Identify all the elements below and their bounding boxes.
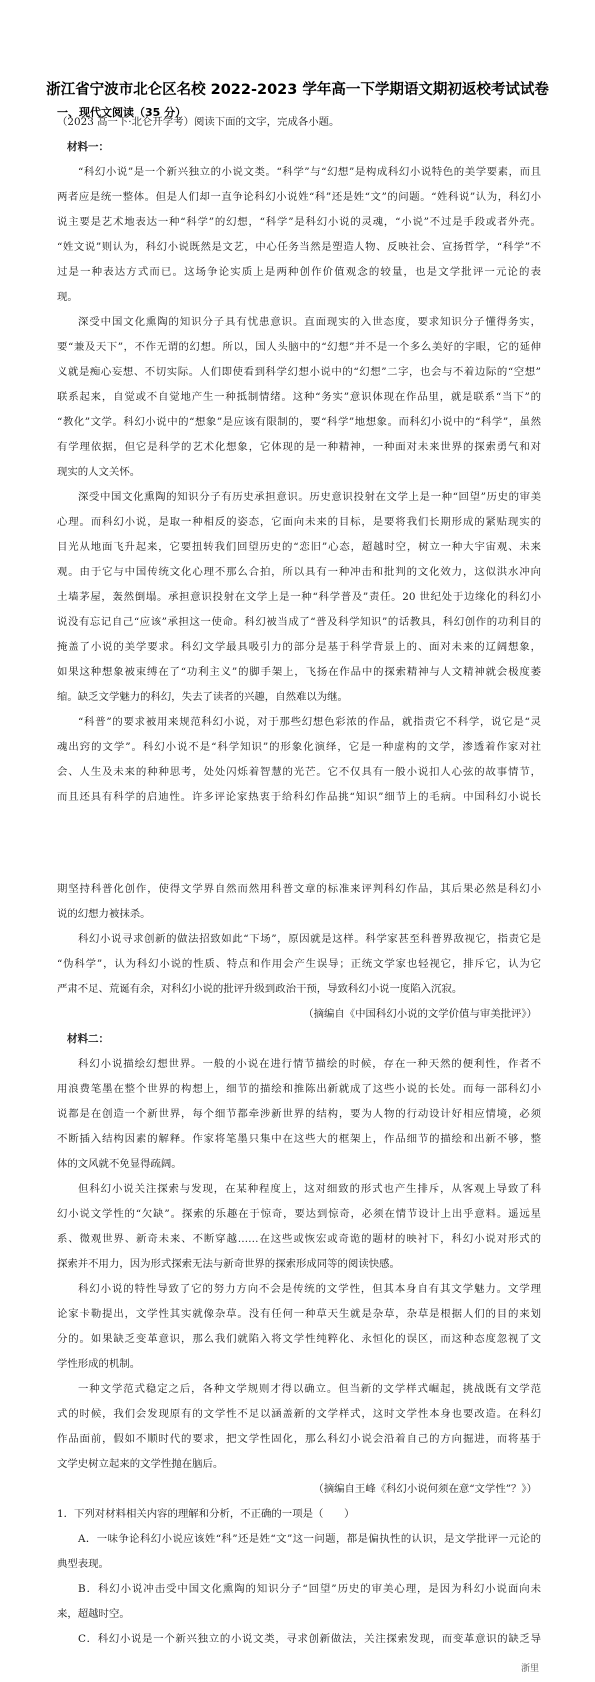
paragraph-line: 幻小说文学性的“欠缺”。探索的乐趣在于惊奇，要达到惊奇，必须在情节设计上出乎意料。遥远星 [57,1208,541,1220]
paragraph-line: 说没有忘记自己“应该”承担这一使命。科幻被当成了“普及科学知识”的话教具，科幻创作的功利目的 [57,616,541,628]
paragraph-line: 观。由于它与中国传统文化心理不那么合拍，所以具有一种冲击和批判的文化效力，这似洪水冲向 [57,566,541,578]
paragraph-line: “教化”文学。科幻小说中的“想象”是应该有限制的，要“科学”地想象。而科幻小说中的“科学”，虽然 [57,416,541,428]
paragraph-line: “姓文说”则认为，科幻小说既然是文艺，中心任务当然是塑造人物、反映社会、宣扬哲学，“科学”不 [57,241,541,253]
paragraph-line: 严肃不足、荒诞有余，对科幻小说的批评升级到政治干预，导致科幻小说一度陷入沉寂。 [57,983,463,995]
option-b-continued: 来，超越时空。 [57,1608,130,1620]
page-title: 浙江省宁波市北仑区名校 2022-2023 学年高一下学期语文期初返校考试试卷 [46,82,549,98]
question-stem: 1．下列对材料相关内容的理解和分析，不正确的一项是（ ） [57,1508,355,1520]
paragraph-line: 系、微观世界、新奇未来、不断穿越……在这些或恢宏或奇诡的题材的映衬下，科幻小说对形式的 [57,1233,541,1245]
paragraph-line: 用浪费笔墨在整个世界的构想上，细节的描绘和推陈出新就成了这些小说的长处。而每一部科幻小 [57,1083,541,1095]
option-b: B．科幻小说冲击受中国文化熏陶的知识分子“回望”历史的审美心理，是因为科幻小说面向未 [78,1583,541,1595]
paragraph-line: 现实的人文关怀。 [57,466,141,478]
paragraph-line: “科幻小说”是一个新兴独立的小说文类。“科学”与“幻想”是构成科幻小说特色的美学要素，而且 [78,166,541,178]
paragraph-line: 现。 [57,291,78,303]
paragraph-line: 体的文风就不免显得疏阔。 [57,1158,182,1170]
paragraph-line: 两者应是统一整体。但是人们却一直争论科幻小说姓“科”还是姓“文”的问题。“姓科说”认为，科幻小 [57,191,541,203]
paragraph-line: 会、人生及未来的种种思考，处处闪烁着智慧的光芒。它不仅具有一般小说扣人心弦的故事情节， [57,766,541,778]
paragraph-line: 作品面前，假如不顺时代的要求，把文学性固化，那么科幻小说会沿着自己的方向掘进，而将基于 [57,1433,541,1445]
paragraph-line: 深受中国文化熏陶的知识分子有历史承担意识。历史意识投射在文学上是一种“回望”历史的审美 [78,491,541,503]
paragraph-line: 有学理依据，但它是科学的艺术化想象，它体现的是一种精神，一种面对未来世界的探索勇气和对 [57,441,541,453]
paragraph-line: 分的。如果缺乏变革意识，那么我们就陷入将文学性纯粹化、永恒化的误区，而这种态度忽视了文 [57,1333,541,1345]
citation: （摘编自王峰《科幻小说何须在意“文学性”？》） [313,1483,537,1495]
option-a-continued: 典型表现。 [57,1558,109,1570]
paragraph-line: 期坚持科普化创作，使得文学界自然而然用科普文章的标准来评判科幻作品，其后果必然是科幻小 [57,883,541,895]
paragraph-line: 文学史树立起来的文学性抛在脑后。 [57,1458,224,1470]
citation: （摘编自《中国科幻小说的文学价值与审美批评》） [303,1008,537,1020]
paragraph-line: 不断插入结构因素的解释。作家将笔墨只集中在这些大的框架上，作品细节的描绘和出新不够，整 [57,1133,541,1145]
paragraph-line: 土墙茅屋，轰然倒塌。承担意识投射在文学上是一种“科学普及”责任。20 世纪处于边缘化的科幻小 [57,591,541,603]
paragraph-line: 探索并不用力，因为形式探索无法与新奇世界的探索形成同等的阅读快感。 [57,1258,400,1270]
paragraph-line: 但科幻小说关注探索与发现，在某种程度上，这对细致的形式也产生排斥，从客观上导致了科 [78,1183,541,1195]
paragraph-line: 要“兼及天下”，不作无谓的幻想。所以，国人头脑中的“幻想”并不是一个多么美好的字眼，它的延伸 [57,341,541,353]
paragraph-line: 说都是在创造一个新世界，每个细节都牵涉新世界的结构，要为人物的行动设计好相应情境，必须 [57,1108,541,1120]
paragraph-line: 缩。缺乏文学魅力的科幻，失去了读者的兴趣，自然难以为继。 [57,691,348,703]
paragraph-line: 联系起来，自觉或不自觉地产生一种抵制情绪。这种“务实”意识体现在作品里，就是联系“当下”的 [57,391,541,403]
paragraph-line: 论家卡勒提出，文学性其实就像杂草。没有任何一种草天生就是杂草，杂草是根据人们的目的来划 [57,1308,541,1320]
paragraph-line: 式的时候，我们会发现原有的文学性不足以涵盖新的文学样式，这时文学性本身也要改造。在科幻 [57,1408,541,1420]
paragraph-line: 如果这种想象被束缚在了“功利主义”的脚手架上，飞扬在作品中的探索精神与人文精神就会极度萎 [57,666,541,678]
paragraph-line: 科幻小说的特性导致了它的努力方向不会是传统的文学性，但其本身自有其文学魅力。文学理 [78,1283,541,1295]
paragraph-line: 学性形成的机制。 [57,1358,141,1370]
paragraph-line: 而且还具有科学的启迪性。许多评论家热衷于给科幻作品挑“知识”细节上的毛病。中国科幻小说长 [57,791,541,803]
paragraph-line: 过是一种表达方式而已。这场争论实质上是两种创作价值观念的较量，也是文学批评一元论的表 [57,266,541,278]
paragraph-line: 深受中国文化熏陶的知识分子具有忧患意识。直面现实的入世态度，要求知识分子懂得务实， [78,316,541,328]
reading-passage-part2 [57,877,541,1652]
paragraph-line: “科普”的要求被用来规范科幻小说，对于那些幻想色彩浓的作品，就指责它不科学，说它是“灵 [78,716,541,728]
paragraph-line: 科幻小说寻求创新的做法招致如此“下场”，原因就是这样。科学家甚至科普界敌视它，指责它是 [78,933,541,945]
paragraph-line: 科幻小说描绘幻想世界。一般的小说在进行情节描绘的时候，存在一种天然的便利性，作者不 [78,1058,541,1070]
question-source: （2023 高一下·北仑开学考）阅读下面的文字，完成各小题。 [57,116,340,128]
paragraph-line: 魂出窍的文学”。科幻小说不是“科学知识”的形象化演绎，它是一种虚构的文学，渗透着作家对社 [57,741,541,753]
paragraph-line: 一种文学范式稳定之后，各种文学规则才得以确立。但当新的文学样式崛起，挑战既有文学范 [78,1383,541,1395]
reading-passage-part1 [57,110,541,810]
paragraph-line: 说的幻想力被抹杀。 [57,908,151,920]
option-a: A．一味争论科幻小说应该姓“科”还是姓“文”这一问题，都是偏执性的认识，是文学批评一元论的 [78,1533,541,1545]
paragraph-line: 义就是痴心妄想、不切实际。人们即使看到科学幻想小说中的“幻想”二字，也会与不着边际的“空想” [57,366,541,378]
option-c: C．科幻小说是一个新兴独立的小说文类，寻求创新做法，关注探索发现，而变革意识的缺乏导 [78,1633,541,1645]
paragraph-line: “伪科学”，认为科幻小说的性质、特点和作用会产生误导；正统文学家也轻视它，排斥它，认为它 [57,958,541,970]
paragraph-line: 掩盖了小说的美学要求。科幻文学最具吸引力的部分是基于科学背景上的、面对未来的辽阔想象， [57,641,541,653]
material-two-label: 材料二： [67,1033,109,1045]
material-one-label: 材料一： [67,141,109,153]
paragraph-line: 心理。而科幻小说，是取一种相反的姿态，它面向未来的目标，是要将我们长期形成的紧贴现实的 [57,516,541,528]
paragraph-line: 目光从地面飞升起来，它要扭转我们回望历史的“恋旧”心态，超越时空，树立一种大宇宙观、未来 [57,541,541,553]
section-heading: 一、现代文阅读（35 分） [57,106,187,119]
page-footer: 浙里 [520,1664,539,1674]
paragraph-line: 说主要是艺术地表达一种“科学”的幻想，“科学”是科幻小说的灵魂，“小说”不过是手段或者外壳。 [57,216,541,228]
